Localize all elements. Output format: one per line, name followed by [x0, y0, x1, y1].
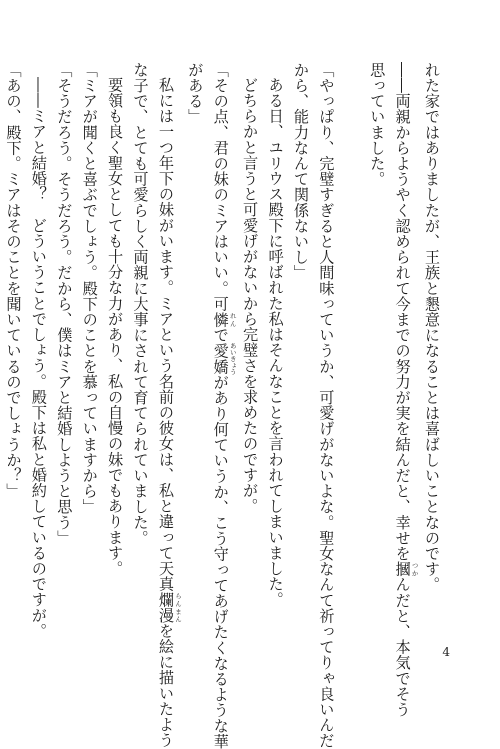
text-line: 要領も良く聖女としても十分な力があり、私の自慢の妹でもあります。: [106, 77, 125, 577]
page-number: 4: [442, 645, 450, 659]
text-line: 「ミアが聞くと喜ぶでしょう。殿下のことを慕っていますから」: [80, 62, 99, 515]
text-line: 「その点、君の妹のミアはいい。可憐 れんで愛嬌 あいきょうがあり何ていうか、こう守ってあげたくなるような華: [211, 62, 237, 749]
text-line: 「そうだろう。そうだろう。だから、僕はミアと結婚しようと思う」: [55, 62, 74, 546]
ruby-word: 爛漫 らんまん: [156, 592, 182, 624]
text-line: な子で、とても可愛らしく両親に大事にされて育てられていました。: [131, 62, 150, 546]
text-line: [338, 62, 363, 652]
text-line: どちらかと言うと可愛げがないから完璧さを求めたのですが。: [241, 77, 260, 514]
text-line: ――ミアと結婚？ どういうことでしょう。殿下は私と婚約しているのですが。: [29, 77, 48, 639]
text-line: 私には一つ年下の妹がいます。ミアという名前の彼女は、私と違って天真爛漫 らんまんを絵に描いたよう: [156, 77, 182, 749]
text-line: 「あの、殿下。ミアはそのことを聞いているのでしょうか？」: [4, 62, 23, 499]
ruby-word: 憐 れん: [211, 311, 237, 328]
text-line: がある」: [186, 62, 205, 125]
text-line: 「やっぱり、完璧すぎると人間味っていうか、可愛げがないよな。聖女なんて祈ってりゃ良いんだ: [317, 62, 336, 749]
text-line: れた家ではありましたが、王族と懇意になることは喜ばしいことなのです。: [423, 62, 441, 593]
text-line: ある日、ユリウス殿下に呼ばれた私はそんなことを言われてしまいました。: [266, 77, 285, 608]
text-line: ――両親からようやく認められて今までの努力が実を結んだと、幸せを摑 つかんだと、本気でそう: [393, 62, 419, 718]
text-line: から、能力なんて関係ないし」: [291, 62, 310, 281]
text-line: 思っていました。: [368, 62, 387, 187]
ruby-word: 愛嬌 あいきょう: [211, 342, 237, 376]
vertical-text-body: [0, 62, 444, 749]
ruby-word: 摑 つか: [393, 561, 419, 577]
